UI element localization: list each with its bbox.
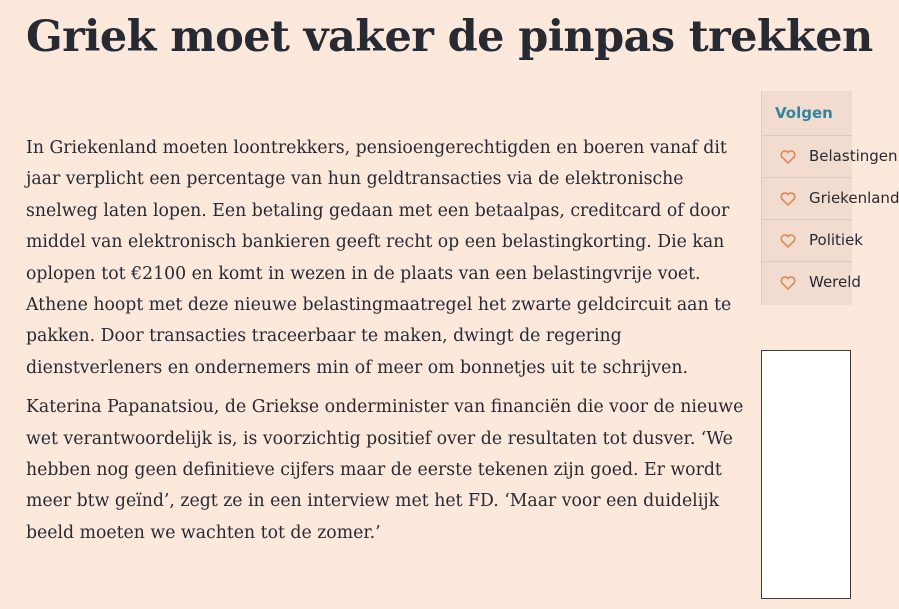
follow-item-wereld[interactable] — [762, 262, 861, 303]
article-body — [26, 133, 751, 557]
heart-outline-icon[interactable] — [780, 150, 796, 164]
follow-item-label: Politiek — [809, 231, 863, 249]
follow-item-label: Wereld — [809, 273, 861, 291]
follow-item-label: Belastingen — [809, 147, 898, 165]
article-paragraph: In Griekenland moeten loontrekkers, pensioengerechtigden en boeren vanaf dit jaar verplicht een percentage van hun geldtransacties via de elektronische snelweg laten lopen. Een betaling gedaan met een betaalpas, creditcard of door middel van elektronisch bankieren geeft recht op een belastingkorting. Die kan oplopen tot €2100 en komt in wezen in de plaats van een belastingvrije voet. Athene hoopt met deze nieuwe belastingmaatregel het zwarte geldcircuit aan te pakken. Door transacties traceerbaar te maken, dwingt de regering dienstverleners en ondernemers min of meer om bonnetjes uit te schrijven. — [26, 138, 732, 378]
article-headline: Griek moet vaker de pinpas trekken — [26, 12, 873, 62]
follow-item-label: Griekenland — [809, 189, 899, 207]
follow-title: Volgen — [762, 91, 852, 136]
follow-item-belastingen[interactable] — [762, 136, 898, 178]
follow-item-politiek[interactable] — [762, 220, 863, 262]
heart-outline-icon[interactable] — [780, 192, 796, 206]
follow-item-griekenland[interactable] — [762, 178, 899, 220]
advertisement-frame — [761, 350, 851, 599]
article-paragraph: Katerina Papanatsiou, de Griekse onderminister van financiën die voor de nieuwe wet verantwoordelijk is, is voorzichtig positief over de resultaten tot dusver. ‘We hebben nog geen definitieve cijfers maar de eerste tekenen zijn goed. Er wordt meer btw geïnd’, zegt ze in een interview met het FD. ‘Maar voor een duidelijk beeld moeten we wachten tot de zomer.’ — [26, 397, 744, 543]
heart-outline-icon[interactable] — [780, 276, 796, 290]
heart-outline-icon[interactable] — [780, 234, 796, 248]
follow-topics-panel — [761, 91, 899, 305]
